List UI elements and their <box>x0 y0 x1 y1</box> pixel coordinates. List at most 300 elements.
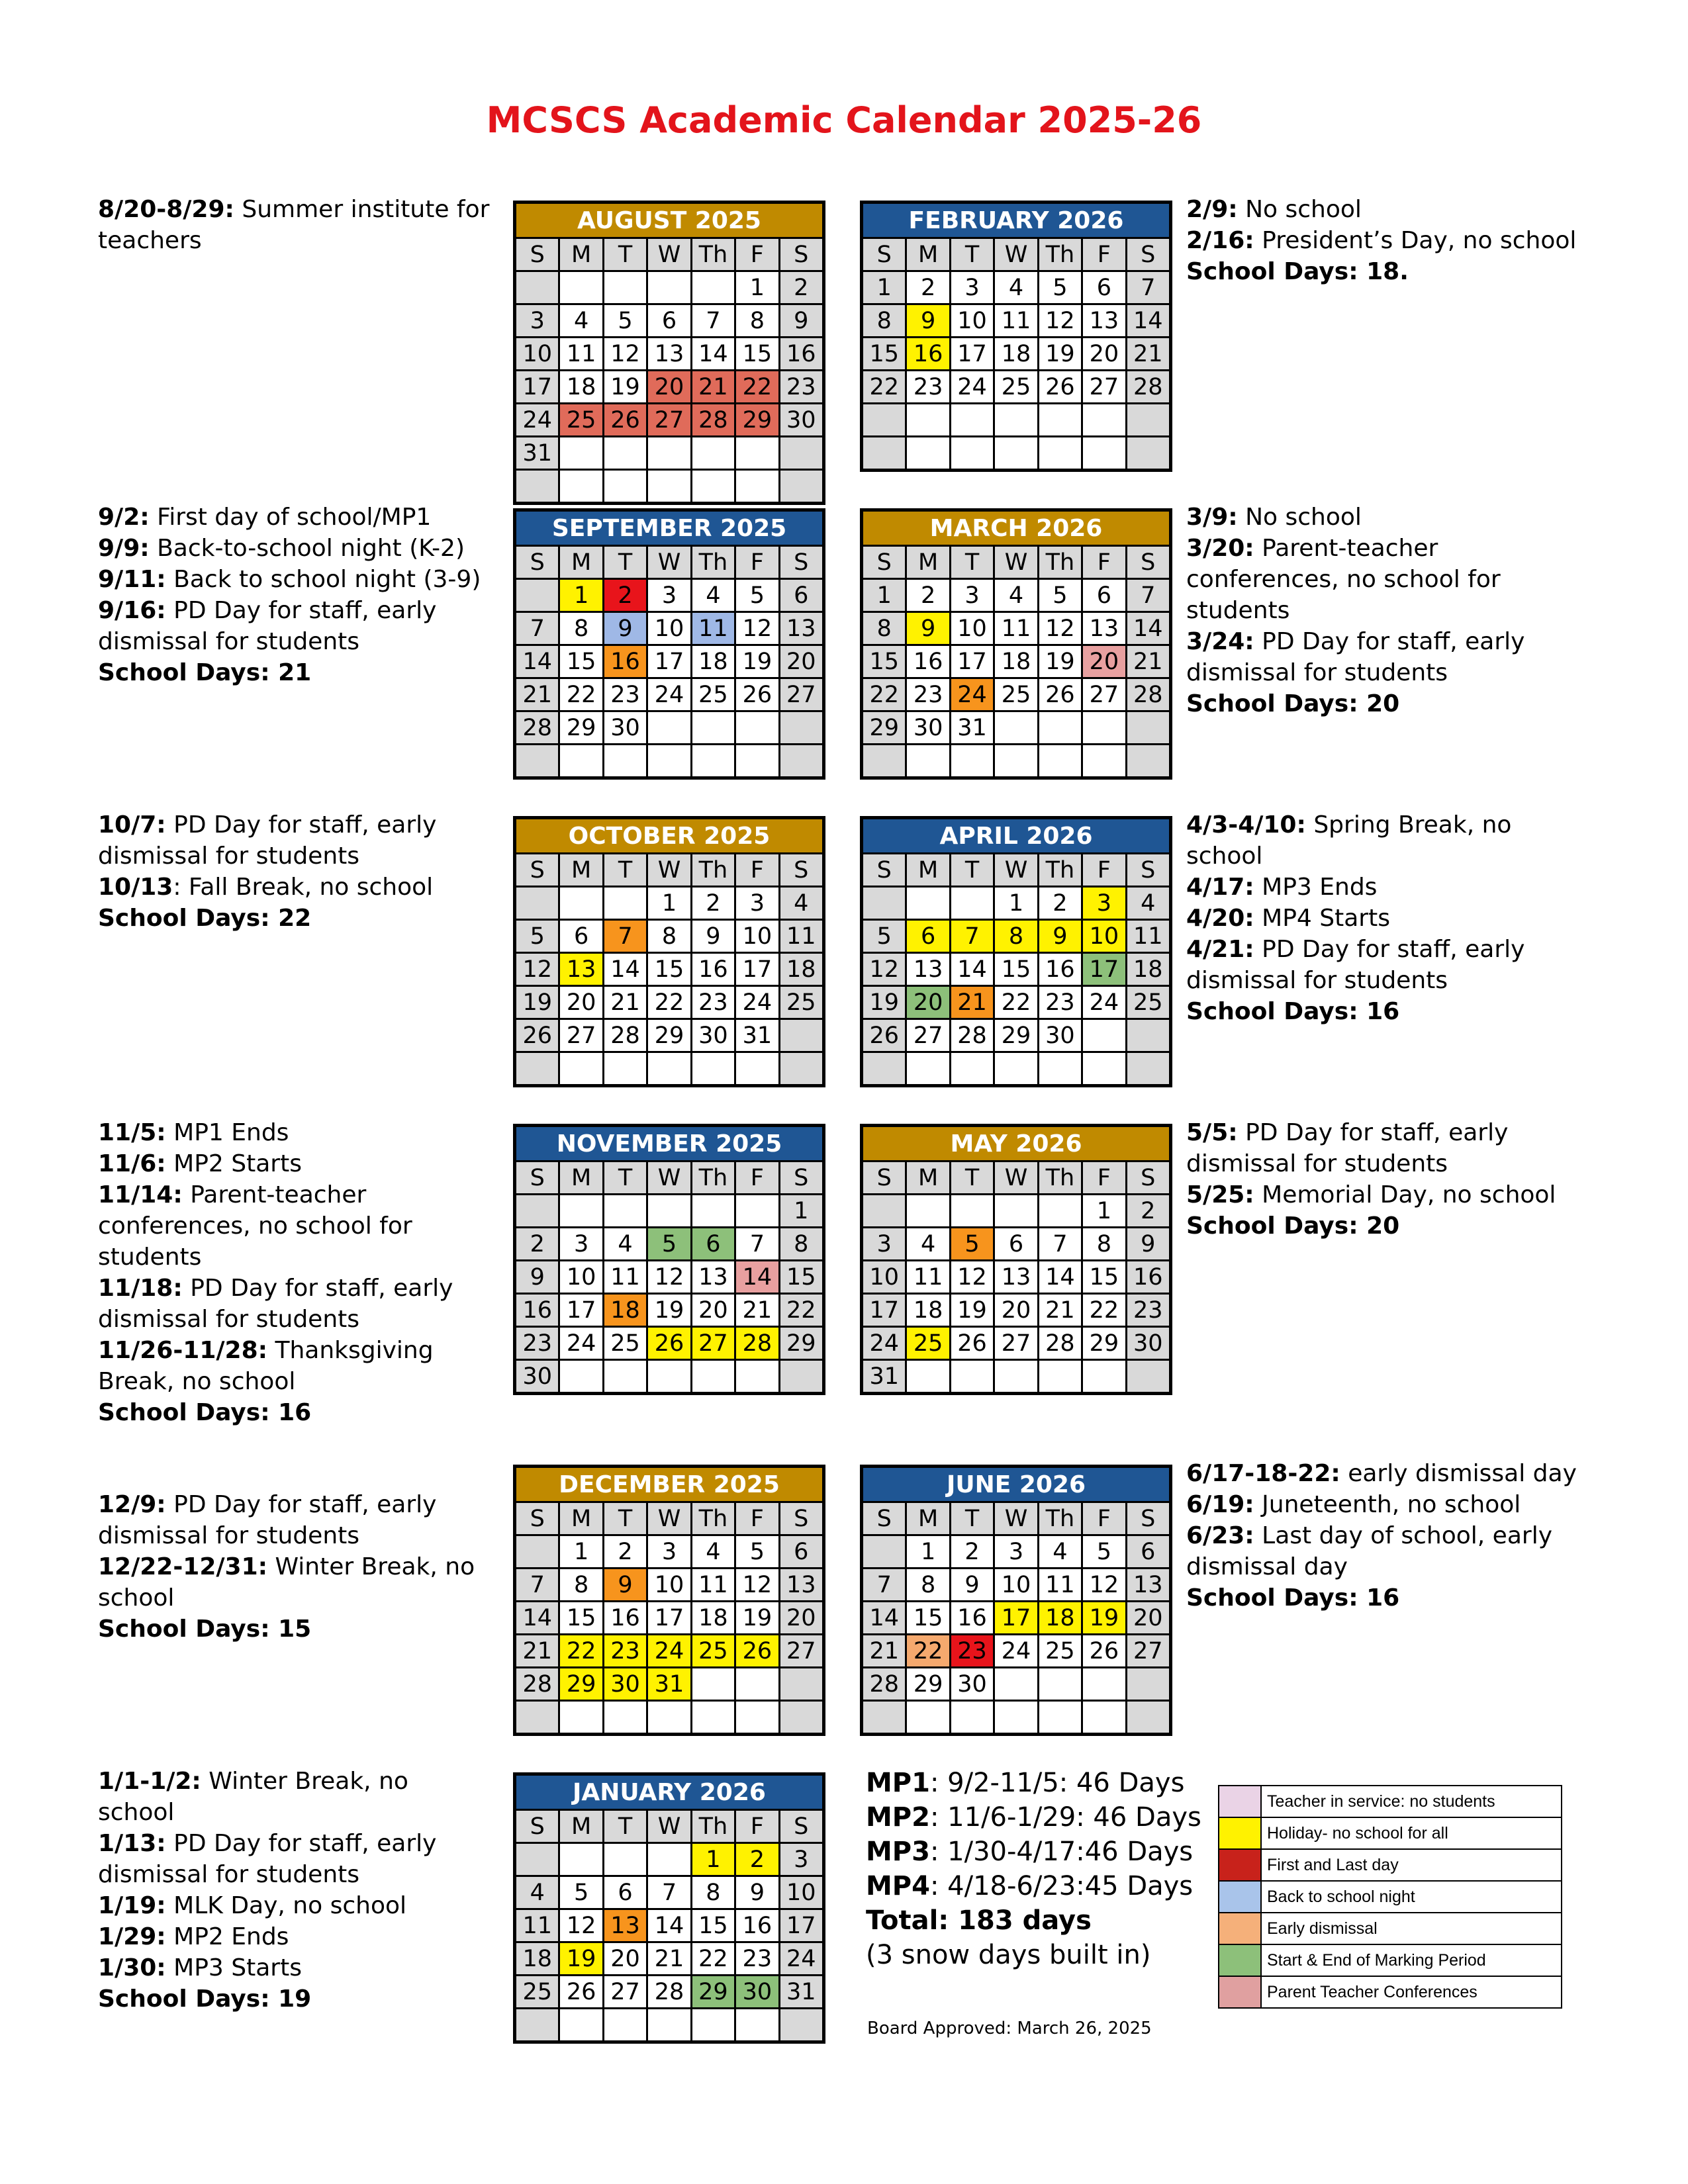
notes-february <box>1186 194 1610 287</box>
empty-day-cell <box>995 437 1037 469</box>
note-line <box>98 1766 495 1797</box>
day-cell: 13 <box>692 1261 734 1293</box>
weekday-header: Th <box>1039 239 1081 270</box>
empty-day-cell <box>516 1536 558 1567</box>
marking-period-line <box>866 1869 1210 1903</box>
empty-day-cell <box>560 1361 602 1392</box>
day-cell: 26 <box>1039 679 1081 710</box>
marking-period-line <box>866 1835 1210 1869</box>
day-cell: 27 <box>780 679 822 710</box>
empty-day-cell <box>1039 437 1081 469</box>
note-date: 3/24: <box>1186 628 1254 655</box>
weekday-header: Th <box>692 854 734 886</box>
empty-day-cell <box>907 437 949 469</box>
month-header: JANUARY 2026 <box>516 1776 822 1811</box>
day-cell: 28 <box>1039 1328 1081 1359</box>
day-cell: 9 <box>780 305 822 336</box>
day-cell: 5 <box>516 921 558 952</box>
day-cell: 30 <box>907 712 949 743</box>
note-text: MP3 Starts <box>165 1954 302 1981</box>
note-text: Memorial Day, no school <box>1254 1181 1556 1208</box>
note-line <box>98 1582 495 1614</box>
day-cell: 4 <box>560 305 602 336</box>
empty-day-cell <box>604 471 646 502</box>
note-date: 5/25: <box>1186 1181 1254 1208</box>
marking-period-line <box>866 1800 1210 1835</box>
day-cell: 24 <box>736 987 778 1018</box>
day-cell: 13 <box>1083 305 1125 336</box>
day-cell: 14 <box>736 1261 778 1293</box>
empty-day-cell <box>648 272 690 303</box>
note-line <box>98 872 495 903</box>
empty-day-cell <box>736 1053 778 1084</box>
day-cell: 17 <box>780 1910 822 1941</box>
day-cell: 9 <box>1039 921 1081 952</box>
note-line <box>98 1520 495 1551</box>
day-cell: 9 <box>907 613 949 644</box>
day-cell: 18 <box>560 371 602 402</box>
calendar-october-2025 <box>513 816 825 1087</box>
legend-swatch <box>1219 1913 1262 1944</box>
note-text: dismissal for students <box>1186 1150 1448 1177</box>
weekday-header: M <box>907 239 949 270</box>
note-text: MP1 Ends <box>165 1119 289 1146</box>
day-cell: 9 <box>516 1261 558 1293</box>
weekday-header: W <box>995 239 1037 270</box>
weekday-header: T <box>604 239 646 270</box>
weekday-header: S <box>1127 1162 1169 1193</box>
note-date: 6/17-18-22: <box>1186 1460 1340 1487</box>
day-cell: 29 <box>907 1668 949 1700</box>
day-cell: 5 <box>1039 272 1081 303</box>
legend-item <box>1218 1850 1562 1882</box>
day-cell: 20 <box>692 1295 734 1326</box>
day-cell: 25 <box>692 1635 734 1666</box>
note-line <box>1186 1117 1610 1148</box>
note-text: conferences, no school for <box>1186 566 1501 593</box>
weekday-header: S <box>780 1811 822 1842</box>
day-cell: 18 <box>604 1295 646 1326</box>
calendar-grid <box>863 854 1169 1084</box>
note-text: MP2 Starts <box>165 1150 302 1177</box>
day-cell: 8 <box>648 921 690 952</box>
weekday-header: Th <box>692 239 734 270</box>
day-cell: 24 <box>648 679 690 710</box>
note-text: Summer institute for <box>234 196 490 223</box>
note-text: MP2 Ends <box>165 1923 289 1950</box>
day-cell: 15 <box>736 338 778 369</box>
empty-day-cell <box>1127 1020 1169 1051</box>
note-line <box>98 1148 495 1179</box>
weekday-header: W <box>995 547 1037 578</box>
empty-day-cell <box>951 1053 993 1084</box>
empty-day-cell <box>863 1195 905 1226</box>
note-date: 11/14: <box>98 1181 183 1208</box>
marking-period-line <box>866 1938 1210 1972</box>
empty-day-cell <box>648 1195 690 1226</box>
day-cell: 29 <box>863 712 905 743</box>
note-date: 6/23: <box>1186 1522 1254 1549</box>
day-cell: 28 <box>692 404 734 435</box>
note-line <box>1186 934 1610 965</box>
empty-day-cell <box>604 887 646 919</box>
note-text: First day of school/MP1 <box>149 504 432 531</box>
note-text: school <box>98 1799 175 1826</box>
day-cell: 15 <box>560 646 602 677</box>
empty-day-cell <box>1127 745 1169 776</box>
empty-day-cell <box>1127 404 1169 435</box>
day-cell: 26 <box>560 1976 602 2007</box>
day-cell: 26 <box>1039 371 1081 402</box>
day-cell: 5 <box>1083 1536 1125 1567</box>
empty-day-cell <box>516 1844 558 1875</box>
day-cell: 10 <box>951 305 993 336</box>
day-cell: 17 <box>863 1295 905 1326</box>
day-cell: 16 <box>516 1295 558 1326</box>
note-date: School Days: 16 <box>98 1399 312 1426</box>
empty-day-cell <box>516 2009 558 2040</box>
weekday-header: F <box>1083 1162 1125 1193</box>
day-cell: 28 <box>516 1668 558 1700</box>
day-cell: 20 <box>560 987 602 1018</box>
note-line <box>98 809 495 841</box>
empty-day-cell <box>1039 404 1081 435</box>
note-text: Parent-teacher <box>182 1181 367 1208</box>
note-line <box>98 1366 495 1397</box>
day-cell: 24 <box>951 371 993 402</box>
day-cell: 15 <box>1083 1261 1125 1293</box>
note-line <box>98 1890 495 1921</box>
day-cell: 19 <box>1039 646 1081 677</box>
empty-day-cell <box>736 712 778 743</box>
day-cell: 13 <box>648 338 690 369</box>
notes-may <box>1186 1117 1610 1242</box>
day-cell: 12 <box>560 1910 602 1941</box>
day-cell: 17 <box>995 1602 1037 1633</box>
day-cell: 29 <box>692 1976 734 2007</box>
day-cell: 17 <box>951 646 993 677</box>
note-text: students <box>98 1244 202 1271</box>
day-cell: 21 <box>863 1635 905 1666</box>
weekday-header: W <box>648 1162 690 1193</box>
day-cell: 12 <box>1083 1569 1125 1600</box>
weekday-header: M <box>560 1162 602 1193</box>
note-date: 3/20: <box>1186 535 1254 562</box>
empty-day-cell <box>692 745 734 776</box>
legend-label: Holiday- no school for all <box>1262 1818 1562 1848</box>
note-date: 12/9: <box>98 1491 166 1518</box>
empty-day-cell <box>863 404 905 435</box>
empty-day-cell <box>1083 437 1125 469</box>
note-line <box>1186 1148 1610 1179</box>
empty-day-cell <box>604 1702 646 1733</box>
note-line <box>1186 1179 1610 1210</box>
weekday-header: S <box>1127 1503 1169 1534</box>
empty-day-cell <box>780 2009 822 2040</box>
day-cell: 26 <box>1083 1635 1125 1666</box>
day-cell: 10 <box>1083 921 1125 952</box>
day-cell: 25 <box>907 1328 949 1359</box>
day-cell: 27 <box>604 1976 646 2007</box>
note-line <box>98 1614 495 1645</box>
empty-day-cell <box>692 1195 734 1226</box>
note-line <box>98 841 495 872</box>
day-cell: 15 <box>863 338 905 369</box>
day-cell: 3 <box>951 272 993 303</box>
day-cell: 7 <box>604 921 646 952</box>
calendar-grid <box>516 1811 822 2040</box>
weekday-header: S <box>863 854 905 886</box>
day-cell: 1 <box>995 887 1037 919</box>
calendar-grid <box>863 239 1169 469</box>
empty-day-cell <box>736 1702 778 1733</box>
empty-day-cell <box>516 471 558 502</box>
note-date: 11/6: <box>98 1150 166 1177</box>
weekday-header: M <box>560 854 602 886</box>
calendar-grid <box>863 1162 1169 1392</box>
empty-day-cell <box>692 471 734 502</box>
empty-day-cell <box>1083 1361 1125 1392</box>
note-line <box>98 1273 495 1304</box>
empty-day-cell <box>863 1536 905 1567</box>
day-cell: 5 <box>604 305 646 336</box>
day-cell: 26 <box>604 404 646 435</box>
weekday-header: T <box>951 239 993 270</box>
marking-period-range: (3 snow days built in) <box>866 1940 1151 1970</box>
day-cell: 16 <box>951 1602 993 1633</box>
note-text: PD Day for staff, early <box>165 1491 437 1518</box>
note-line <box>1186 996 1610 1027</box>
note-line <box>1186 1458 1610 1489</box>
day-cell: 22 <box>736 371 778 402</box>
marking-period-label: Total: 183 days <box>866 1905 1092 1936</box>
day-cell: 21 <box>1127 646 1169 677</box>
empty-day-cell <box>604 437 646 469</box>
note-date: School Days: 22 <box>98 905 312 932</box>
day-cell: 30 <box>1039 1020 1081 1051</box>
day-cell: 8 <box>995 921 1037 952</box>
weekday-header: F <box>736 1811 778 1842</box>
notes-june <box>1186 1458 1610 1614</box>
day-cell: 11 <box>692 613 734 644</box>
empty-day-cell <box>692 712 734 743</box>
note-date: 4/20: <box>1186 905 1254 932</box>
day-cell: 30 <box>604 712 646 743</box>
day-cell: 4 <box>1039 1536 1081 1567</box>
empty-day-cell <box>780 1053 822 1084</box>
day-cell: 19 <box>1039 338 1081 369</box>
month-header: MARCH 2026 <box>863 512 1169 547</box>
legend-item <box>1218 1913 1562 1945</box>
day-cell: 21 <box>1039 1295 1081 1326</box>
empty-day-cell <box>1127 1361 1169 1392</box>
note-line <box>98 1828 495 1859</box>
calendar-september-2025 <box>513 508 825 780</box>
day-cell: 8 <box>863 305 905 336</box>
note-date: 12/22-12/31: <box>98 1553 268 1580</box>
day-cell: 4 <box>995 580 1037 611</box>
day-cell: 10 <box>648 613 690 644</box>
day-cell: 15 <box>692 1910 734 1941</box>
empty-day-cell <box>648 2009 690 2040</box>
day-cell: 19 <box>951 1295 993 1326</box>
note-date: 1/19: <box>98 1892 166 1919</box>
weekday-header: W <box>648 1503 690 1534</box>
empty-day-cell <box>951 1361 993 1392</box>
calendar-grid <box>863 547 1169 776</box>
empty-day-cell <box>560 471 602 502</box>
day-cell: 22 <box>692 1943 734 1974</box>
weekday-header: S <box>516 1811 558 1842</box>
day-cell: 1 <box>648 887 690 919</box>
empty-day-cell <box>736 437 778 469</box>
note-line <box>1186 194 1610 225</box>
day-cell: 20 <box>995 1295 1037 1326</box>
day-cell: 13 <box>1083 613 1125 644</box>
empty-day-cell <box>1083 1702 1125 1733</box>
empty-day-cell <box>604 1053 646 1084</box>
note-text: school <box>98 1584 175 1612</box>
empty-day-cell <box>1083 404 1125 435</box>
note-line <box>98 657 495 688</box>
day-cell: 11 <box>995 305 1037 336</box>
day-cell: 20 <box>1083 338 1125 369</box>
note-text: conferences, no school for <box>98 1212 412 1240</box>
weekday-header: M <box>907 1162 949 1193</box>
empty-day-cell <box>516 580 558 611</box>
day-cell: 17 <box>516 371 558 402</box>
day-cell: 7 <box>648 1877 690 1908</box>
empty-day-cell <box>560 1053 602 1084</box>
day-cell: 27 <box>780 1635 822 1666</box>
legend-item <box>1218 1977 1562 2009</box>
note-line <box>1186 872 1610 903</box>
empty-day-cell <box>736 1668 778 1700</box>
day-cell: 5 <box>863 921 905 952</box>
day-cell: 9 <box>1127 1228 1169 1259</box>
empty-day-cell <box>780 1361 822 1392</box>
empty-day-cell <box>863 1053 905 1084</box>
day-cell: 11 <box>1039 1569 1081 1600</box>
calendar-april-2026 <box>860 816 1172 1087</box>
day-cell: 29 <box>1083 1328 1125 1359</box>
note-text: PD Day for staff, early <box>1254 628 1525 655</box>
day-cell: 8 <box>1083 1228 1125 1259</box>
weekday-header: S <box>516 854 558 886</box>
note-text: dismissal for students <box>98 1306 360 1333</box>
day-cell: 9 <box>692 921 734 952</box>
day-cell: 14 <box>1127 305 1169 336</box>
empty-day-cell <box>516 1702 558 1733</box>
weekday-header: W <box>995 854 1037 886</box>
day-cell: 10 <box>736 921 778 952</box>
weekday-header: F <box>736 547 778 578</box>
day-cell: 30 <box>516 1361 558 1392</box>
weekday-header: W <box>995 1503 1037 1534</box>
marking-period-range: : 11/6-1/29: 46 Days <box>929 1802 1201 1833</box>
calendar-december-2025 <box>513 1465 825 1736</box>
empty-day-cell <box>692 437 734 469</box>
weekday-header: S <box>516 547 558 578</box>
day-cell: 21 <box>516 1635 558 1666</box>
empty-day-cell <box>516 887 558 919</box>
day-cell: 12 <box>951 1261 993 1293</box>
day-cell: 8 <box>692 1877 734 1908</box>
empty-day-cell <box>648 1844 690 1875</box>
calendar-grid <box>516 1162 822 1392</box>
day-cell: 9 <box>604 613 646 644</box>
day-cell: 28 <box>516 712 558 743</box>
empty-day-cell <box>1039 1053 1081 1084</box>
empty-day-cell <box>995 1668 1037 1700</box>
note-date: 9/11: <box>98 566 166 593</box>
note-date: 10/13 <box>98 874 173 901</box>
day-cell: 3 <box>648 1536 690 1567</box>
month-header: APRIL 2026 <box>863 819 1169 854</box>
marking-period-line <box>866 1903 1210 1938</box>
note-line <box>98 1242 495 1273</box>
day-cell: 23 <box>1127 1295 1169 1326</box>
weekday-header: M <box>907 854 949 886</box>
day-cell: 5 <box>951 1228 993 1259</box>
weekday-header: Th <box>692 1503 734 1534</box>
note-line <box>1186 626 1610 657</box>
day-cell: 22 <box>648 987 690 1018</box>
month-header: SEPTEMBER 2025 <box>516 512 822 547</box>
weekday-header: T <box>604 1503 646 1534</box>
empty-day-cell <box>736 471 778 502</box>
day-cell: 31 <box>736 1020 778 1051</box>
day-cell: 21 <box>648 1943 690 1974</box>
calendar-grid <box>863 1503 1169 1733</box>
day-cell: 4 <box>1127 887 1169 919</box>
day-cell: 1 <box>907 1536 949 1567</box>
weekday-header: M <box>907 547 949 578</box>
day-cell: 27 <box>1083 679 1125 710</box>
empty-day-cell <box>560 745 602 776</box>
day-cell: 7 <box>1127 272 1169 303</box>
empty-day-cell <box>516 272 558 303</box>
day-cell: 28 <box>736 1328 778 1359</box>
legend-label: Back to school night <box>1262 1882 1562 1912</box>
weekday-header: T <box>951 547 993 578</box>
calendar-november-2025 <box>513 1124 825 1395</box>
note-line <box>1186 903 1610 934</box>
empty-day-cell <box>1127 712 1169 743</box>
day-cell: 8 <box>736 305 778 336</box>
day-cell: 12 <box>736 1569 778 1600</box>
day-cell: 30 <box>604 1668 646 1700</box>
note-line <box>1186 256 1610 287</box>
weekday-header: F <box>1083 547 1125 578</box>
day-cell: 25 <box>1127 987 1169 1018</box>
day-cell: 12 <box>516 954 558 985</box>
empty-day-cell <box>1039 1702 1081 1733</box>
marking-period-summary <box>866 1766 1210 1972</box>
day-cell: 10 <box>995 1569 1037 1600</box>
day-cell: 21 <box>951 987 993 1018</box>
day-cell: 27 <box>560 1020 602 1051</box>
empty-day-cell <box>692 272 734 303</box>
day-cell: 16 <box>780 338 822 369</box>
empty-day-cell <box>780 745 822 776</box>
weekday-header: F <box>1083 239 1125 270</box>
day-cell: 4 <box>516 1877 558 1908</box>
notes-march <box>1186 502 1610 719</box>
day-cell: 31 <box>951 712 993 743</box>
day-cell: 4 <box>692 580 734 611</box>
note-line <box>98 595 495 626</box>
